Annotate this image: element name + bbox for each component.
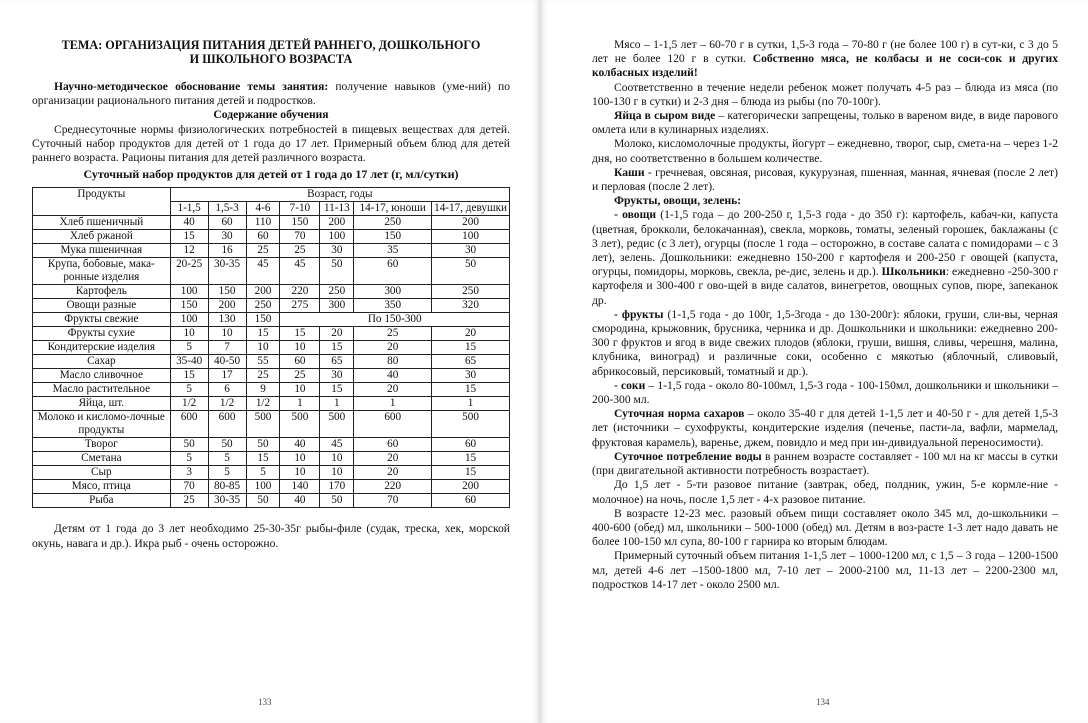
value-cell: 130 <box>208 313 246 327</box>
value-cell: 65 <box>320 355 354 369</box>
value-cell: 30 <box>320 369 354 383</box>
veg-school-label: Школьники <box>881 265 946 279</box>
value-cell: 15 <box>280 327 320 341</box>
value-cell: 60 <box>354 438 432 452</box>
value-cell: 17 <box>208 369 246 383</box>
header-products: Продукты <box>33 188 171 216</box>
value-cell: 10 <box>170 327 208 341</box>
value-cell: 5 <box>208 466 246 480</box>
value-cell: 5 <box>170 452 208 466</box>
value-cell: 150 <box>208 285 246 299</box>
basis-label: Научно-методическое обоснование темы занятия: <box>54 80 329 93</box>
value-cell: 250 <box>246 299 280 313</box>
value-cell: 220 <box>280 285 320 299</box>
value-cell: 30-35 <box>208 494 246 508</box>
value-cell: 20 <box>354 466 432 480</box>
table-row <box>33 438 510 452</box>
value-cell: 250 <box>432 285 510 299</box>
value-cell: 200 <box>320 216 354 230</box>
value-cell: 10 <box>280 452 320 466</box>
value-cell: 110 <box>246 216 280 230</box>
value-cell: 220 <box>354 480 432 494</box>
value-cell: 3 <box>170 466 208 480</box>
porridge-label: Каши <box>614 165 645 179</box>
table-header-row <box>33 188 510 202</box>
value-cell: 100 <box>320 230 354 244</box>
table-row <box>33 466 510 480</box>
value-cell: 20 <box>432 327 510 341</box>
product-name-cell: Сыр <box>33 466 171 480</box>
table-row <box>33 244 510 258</box>
intro-paragraph: Среднесуточные нормы физиологических потребностей в пищевых веществах для детей. Суточный набор продуктов для детей от 1 года до 17 лет. Примерный объем блюд для детей раннего возраста. Рационы питания для детей различного возраста. <box>32 122 510 165</box>
value-cell: 200 <box>432 216 510 230</box>
value-cell: 1/2 <box>170 397 208 411</box>
table-row <box>33 299 510 313</box>
value-cell: 500 <box>320 411 354 438</box>
meals-paragraph: До 1,5 лет - 5-ти разовое питание (завтрак, обед, полдник, ужин, 5-е кормле-ние - молочное) на ночь, после 1,5 лет - 4-х разовое питание. <box>592 478 1058 506</box>
sugar-label: Суточная норма сахаров <box>614 407 745 421</box>
porridge-paragraph <box>592 166 1058 194</box>
product-name-cell: Овощи разные <box>33 299 171 313</box>
value-cell: 25 <box>246 244 280 258</box>
table-row <box>33 313 510 327</box>
value-cell: 50 <box>432 258 510 285</box>
eggs-text: – категорически запрещены, только в вареном виде, в виде парового омлета или в кулинарных изделиях. <box>592 109 1058 137</box>
age-header-cell: 1,5-3 <box>208 202 246 216</box>
table-row <box>33 327 510 341</box>
value-cell: 100 <box>170 285 208 299</box>
table-row <box>33 258 510 285</box>
value-cell: 30 <box>432 369 510 383</box>
value-cell: 60 <box>246 230 280 244</box>
table-row <box>33 355 510 369</box>
value-cell: 25 <box>246 369 280 383</box>
product-name-cell: Крупа, бобовые, мака-ронные изделия <box>33 258 171 285</box>
meat-warning: Собственно мяса, не колбасы и не соси-сок и других колбасных изделий! <box>592 52 1058 80</box>
value-cell: 140 <box>280 480 320 494</box>
value-cell: 1 <box>354 397 432 411</box>
value-cell: 70 <box>354 494 432 508</box>
product-name-cell: Творог <box>33 438 171 452</box>
value-cell: 7 <box>208 341 246 355</box>
basis-text: получение навыков (уме-ний) по организации рационального питания детей и подростков. <box>32 80 510 108</box>
value-cell: 1/2 <box>208 397 246 411</box>
age-header-cell: 1-1,5 <box>170 202 208 216</box>
value-cell: 15 <box>246 327 280 341</box>
value-cell: 80-85 <box>208 480 246 494</box>
value-cell: 20-25 <box>170 258 208 285</box>
value-cell: 40-50 <box>208 355 246 369</box>
table-row <box>33 411 510 438</box>
value-cell: 15 <box>432 383 510 397</box>
table-row <box>33 369 510 383</box>
value-cell: 350 <box>354 299 432 313</box>
product-name-cell: Фрукты свежие <box>33 313 171 327</box>
sugar-paragraph <box>592 407 1058 450</box>
value-cell: 20 <box>354 383 432 397</box>
meat-frequency-paragraph: Соответственно в течение недели ребенок может получать 4-5 раз – блюда из мяса (по 100-130 г в сутки) и 2-3 дня – блюда из рыбы (по 70-100г). <box>592 80 1058 108</box>
value-cell: 50 <box>246 438 280 452</box>
table-row <box>33 341 510 355</box>
value-cell: 12 <box>170 244 208 258</box>
value-cell: 30-35 <box>208 258 246 285</box>
title-line-1: ТЕМА: ОРГАНИЗАЦИЯ ПИТАНИЯ ДЕТЕЙ РАННЕГО, ДОШКОЛЬНОГО <box>61 38 481 52</box>
value-cell: 40 <box>170 216 208 230</box>
page-number-left: 133 <box>258 697 272 707</box>
value-cell: 15 <box>432 452 510 466</box>
age-header-cell: 14-17, юноши <box>354 202 432 216</box>
right-column <box>592 38 1058 592</box>
value-cell: 30 <box>208 230 246 244</box>
age-header-cell: 14-17, девушки <box>432 202 510 216</box>
value-cell: 10 <box>280 341 320 355</box>
table-row <box>33 452 510 466</box>
value-cell: 200 <box>246 285 280 299</box>
table-row <box>33 285 510 299</box>
product-name-cell: Картофель <box>33 285 171 299</box>
value-cell: 100 <box>432 230 510 244</box>
value-cell: 25 <box>170 494 208 508</box>
page-number-right: 134 <box>816 697 830 707</box>
header-age: Возраст, годы <box>170 188 509 202</box>
value-cell: 150 <box>354 230 432 244</box>
product-name-cell: Рыба <box>33 494 171 508</box>
table-row <box>33 480 510 494</box>
value-cell: 60 <box>432 438 510 452</box>
right-page <box>540 0 1088 723</box>
value-cell: 150 <box>246 313 280 327</box>
age-header-cell: 7-10 <box>280 202 320 216</box>
product-name-cell: Хлеб пшеничный <box>33 216 171 230</box>
juice-label: - соки <box>614 378 646 392</box>
content-heading: Содержание обучения <box>213 108 329 122</box>
juice-paragraph <box>592 379 1058 407</box>
value-cell: 15 <box>170 369 208 383</box>
product-name-cell: Кондитерские изделия <box>33 341 171 355</box>
value-cell: 30 <box>320 244 354 258</box>
product-name-cell: Молоко и кисломо-лочные продукты <box>33 411 171 438</box>
value-cell: 50 <box>320 258 354 285</box>
value-cell: 60 <box>432 494 510 508</box>
vegetables-paragraph <box>592 208 1058 307</box>
water-text: в раннем возрасте составляет - 100 мл на кг массы в сутки (при двигательной активности потребность возрастает). <box>592 449 1059 478</box>
value-cell: 150 <box>280 216 320 230</box>
table-row <box>33 383 510 397</box>
product-name-cell: Яйца, шт. <box>33 397 171 411</box>
value-cell: 30 <box>432 244 510 258</box>
value-cell: 5 <box>246 466 280 480</box>
value-cell: 300 <box>354 285 432 299</box>
food-table <box>32 187 510 508</box>
value-cell: 70 <box>170 480 208 494</box>
fvg-heading: Фрукты, овощи, зелень: <box>614 194 742 208</box>
veg-text-2: : ежедневно -250-300 г картофеля и 300-400 г ово-щей в виде салатов, винегретов, овощных супов, пюре, запеканок др. <box>592 265 1058 307</box>
value-cell: 40 <box>280 438 320 452</box>
product-name-cell: Сахар <box>33 355 171 369</box>
eggs-label: Яйца в сыром виде <box>614 109 716 123</box>
value-cell: 10 <box>320 466 354 480</box>
value-cell: 6 <box>208 383 246 397</box>
page-title <box>32 38 510 66</box>
value-cell: 100 <box>246 480 280 494</box>
value-cell: 20 <box>320 327 354 341</box>
juice-text: – 1-1,5 года - около 80-100мл, 1,5-3 года - 100-150мл, дошкольники и школьники – 200-300 мл. <box>592 378 1058 407</box>
value-cell: 50 <box>246 494 280 508</box>
value-cell: 600 <box>170 411 208 438</box>
water-label: Суточное потребление воды <box>614 449 762 463</box>
value-cell: 250 <box>320 285 354 299</box>
value-cell: 100 <box>170 313 208 327</box>
age-header-cell: 4-6 <box>246 202 280 216</box>
product-name-cell: Сметана <box>33 452 171 466</box>
value-cell: 500 <box>246 411 280 438</box>
value-cell: 15 <box>432 341 510 355</box>
value-cell: 1/2 <box>246 397 280 411</box>
product-name-cell: Мука пшеничная <box>33 244 171 258</box>
value-cell: 600 <box>354 411 432 438</box>
value-cell: 45 <box>320 438 354 452</box>
volume-paragraph: В возрасте 12-23 мес. разовый объем пищи составляет около 345 мл, до-школьники – 400-600 (обед) мл, школьники – 500-1000 (обед) мл. Детям в воз-расте 1-3 лет надо давать не более 100-150 мл супа, 80-100 г гарнира ко вторым блюдам. <box>592 506 1058 549</box>
table-row <box>33 397 510 411</box>
value-cell: 40 <box>280 494 320 508</box>
value-cell: 16 <box>208 244 246 258</box>
value-cell: 35-40 <box>170 355 208 369</box>
product-name-cell: Фрукты сухие <box>33 327 171 341</box>
value-cell: 10 <box>280 466 320 480</box>
age-header-cell: 11-13 <box>320 202 354 216</box>
value-cell: 1 <box>432 397 510 411</box>
value-cell: 20 <box>354 452 432 466</box>
veg-text-1: (1-1,5 года – до 200-250 г, 1,5-3 года - до 350 г): картофель, кабач-ки, капуста (цветная, брокколи, белокачанная), свекла, морковь, томаты, зеленый горошек, баклажаны (с 3 лет), редис (с 3 лет), огурцы (после 1 года – осторожно, в составе салата с помидорами – с 3 лет), зелень. Дошкольники: ежедневно 150-200 г картофеля и 200-250 г овощей (капуста, огурцы, помидоры, морковь, свекла, ре-дис, зелень и др.). <box>592 208 1058 279</box>
value-cell: 320 <box>432 299 510 313</box>
product-name-cell: Хлеб ржаной <box>33 230 171 244</box>
value-cell: 60 <box>208 216 246 230</box>
value-cell: 5 <box>208 452 246 466</box>
product-name-cell: Мясо, птица <box>33 480 171 494</box>
table-row <box>33 230 510 244</box>
value-cell: 50 <box>170 438 208 452</box>
value-cell: 70 <box>280 230 320 244</box>
value-cell: 200 <box>432 480 510 494</box>
value-cell: 600 <box>208 411 246 438</box>
value-cell: 25 <box>280 369 320 383</box>
value-cell: 65 <box>432 355 510 369</box>
value-cell: 170 <box>320 480 354 494</box>
value-cell: 5 <box>170 383 208 397</box>
table-row <box>33 494 510 508</box>
value-cell: 250 <box>354 216 432 230</box>
fruit-text: (1-1,5 года - до 100г, 1,5-3года - до 130-200г): яблоки, груши, сли-вы, черная смородина, крыжовник, брусника, черника и др. Дошкольники и школьники: ежедневно 200-300 г фруктов и ягод в виде свежих плодов (яблоки, груши, вишня, сливы, черешня, малина, клубника, виноград) и различные соки, особенно с мякотью (яблочный, сливовый, абрикосовый, персиковый, томатный и др.). <box>592 307 1058 378</box>
water-paragraph <box>592 450 1058 478</box>
value-cell: 5 <box>170 341 208 355</box>
value-cell: 50 <box>320 494 354 508</box>
left-page <box>0 0 540 723</box>
value-cell: 60 <box>280 355 320 369</box>
eggs-paragraph <box>592 109 1058 137</box>
value-cell: 150 <box>170 299 208 313</box>
value-cell: 25 <box>354 327 432 341</box>
value-span-cell: По 150-300 <box>280 313 510 327</box>
value-cell: 1 <box>280 397 320 411</box>
value-cell: 500 <box>432 411 510 438</box>
value-cell: 10 <box>208 327 246 341</box>
table-title: Суточный набор продуктов для детей от 1 года до 17 лет (г, мл/сутки) <box>83 167 459 182</box>
dairy-paragraph: Молоко, кисломолочные продукты, йогурт – ежедневно, творог, сыр, смета-на – через 1-2 дня, но соответственно в большем количестве. <box>592 137 1058 165</box>
value-cell: 275 <box>280 299 320 313</box>
fruit-paragraph <box>592 308 1058 379</box>
value-cell: 80 <box>354 355 432 369</box>
fruit-label: - фрукты <box>614 307 664 321</box>
value-cell: 10 <box>280 383 320 397</box>
value-cell: 50 <box>208 438 246 452</box>
value-cell: 15 <box>432 466 510 480</box>
value-cell: 45 <box>280 258 320 285</box>
meat-text: Мясо – 1-1,5 лет – 60-70 г в сутки, 1,5-3 года – 70-80 г (не более 100 г) в сут-ки, с 3 до 5 лет не более 120 г в сутки. <box>592 38 1058 66</box>
porridge-text: - гречневая, овсяная, рисовая, кукурузная, пшенная, манная, ячневая (после 2 лет) и перловая (после 2 лет). <box>592 165 1058 194</box>
sugar-text: – около 35-40 г для детей 1-1,5 лет и 40-50 г - для детей 1,5-3 лет (источники – сухофрукты, кондитерские изделия (печенье, пасти-ла, вафли, мармелад, фруктовая карамель), варенье, джем, повидло и мед при ин-дивидуальной переносимости). <box>592 407 1058 449</box>
value-cell: 35 <box>354 244 432 258</box>
daily-volume-paragraph: Примерный суточный объем питания 1-1,5 лет – 1000-1200 мл, с 1,5 – 3 года – 1200-1500 мл, детей 4-6 лет –1500-1800 мл, 7-10 лет – 2000-2100 мл, 11-13 лет – 2200-2300 мл, подростков 14-17 лет - около 2500 мл. <box>592 549 1058 591</box>
value-cell: 15 <box>170 230 208 244</box>
basis-paragraph <box>32 80 510 108</box>
value-cell: 15 <box>320 383 354 397</box>
meat-paragraph <box>592 38 1058 81</box>
left-column <box>32 38 510 551</box>
value-cell: 9 <box>246 383 280 397</box>
value-cell: 10 <box>320 452 354 466</box>
value-cell: 40 <box>354 369 432 383</box>
value-cell: 55 <box>246 355 280 369</box>
after-table-paragraph: Детям от 1 года до 3 лет необходимо 25-30-35г рыбы-филе (судак, треска, хек, морской окунь, навага и др.). Икра рыб - очень осторожно. <box>32 522 510 550</box>
value-cell: 500 <box>280 411 320 438</box>
value-cell: 20 <box>354 341 432 355</box>
value-cell: 15 <box>320 341 354 355</box>
value-cell: 60 <box>354 258 432 285</box>
value-cell: 10 <box>246 341 280 355</box>
value-cell: 25 <box>280 244 320 258</box>
title-line-2: И ШКОЛЬНОГО ВОЗРАСТА <box>189 52 353 66</box>
value-cell: 200 <box>208 299 246 313</box>
product-name-cell: Масло сливочное <box>33 369 171 383</box>
value-cell: 1 <box>320 397 354 411</box>
table-row <box>33 216 510 230</box>
product-name-cell: Масло растительное <box>33 383 171 397</box>
value-cell: 300 <box>320 299 354 313</box>
value-cell: 45 <box>246 258 280 285</box>
value-cell: 15 <box>246 452 280 466</box>
veg-label: - овощи <box>614 208 657 222</box>
